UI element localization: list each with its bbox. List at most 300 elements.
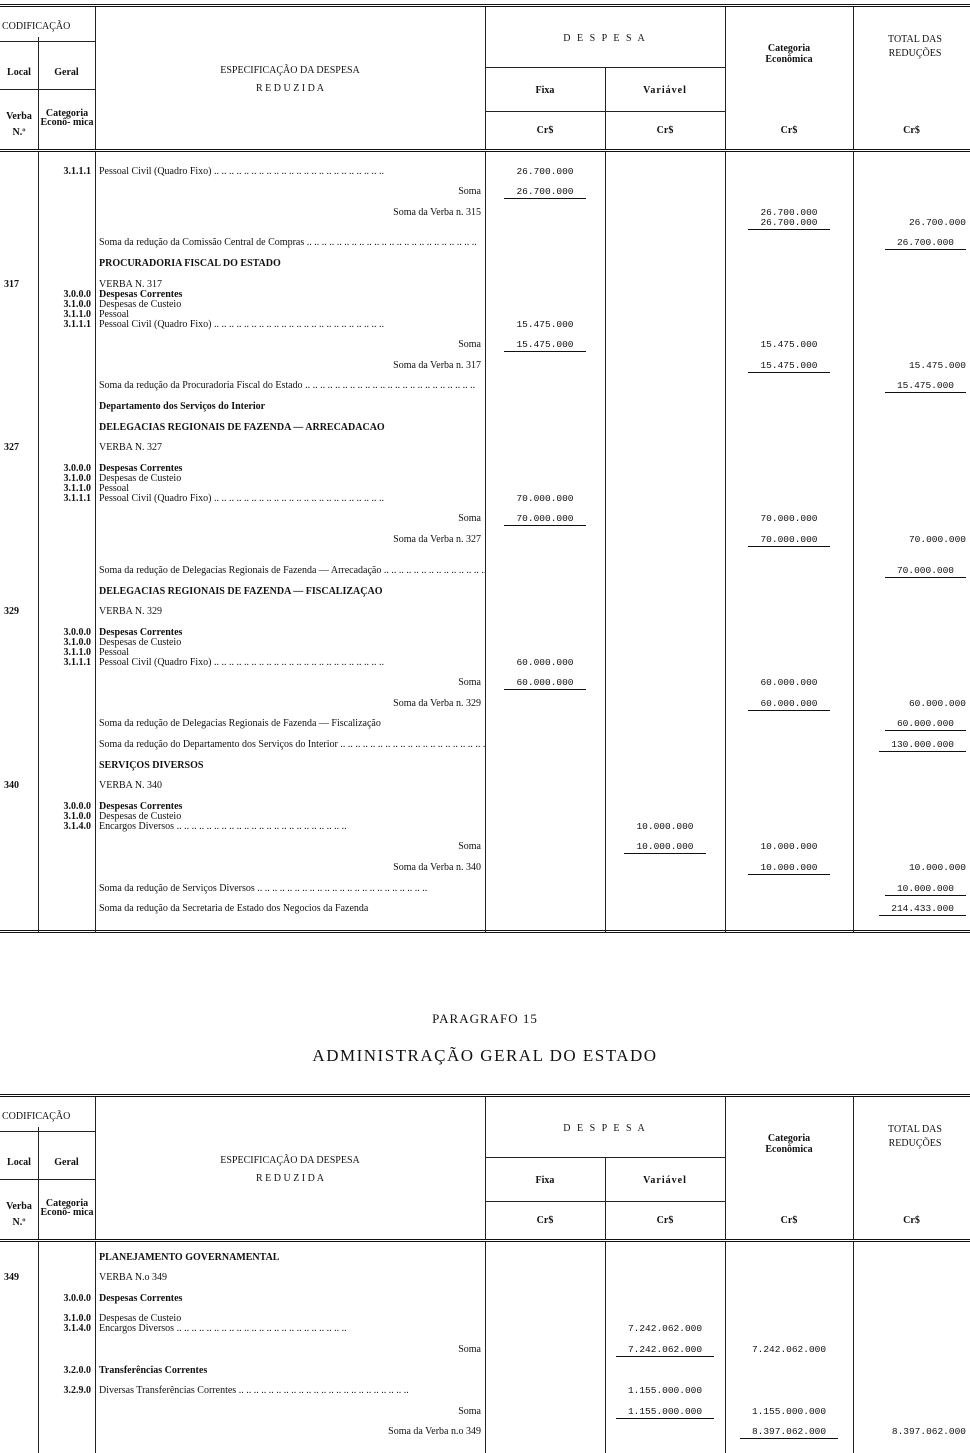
currency-label: Cr$	[656, 125, 674, 136]
fixed-expense-cell	[485, 852, 605, 854]
local-verba-cell	[0, 177, 38, 179]
variable-expense-cell	[605, 658, 725, 660]
verba-label: Verba	[6, 1201, 32, 1212]
variable-expense-cell	[605, 433, 725, 435]
local-verba-cell-value: 327	[4, 442, 19, 454]
description-cell	[95, 1323, 485, 1336]
category-code-cell	[38, 1365, 95, 1378]
total-reductions-cell	[853, 1355, 970, 1357]
economic-category-cell-value: 15.475.000	[748, 360, 829, 373]
variable-expense-cell	[605, 412, 725, 414]
local-verba-cell	[0, 832, 38, 834]
table-body	[0, 152, 970, 933]
description-cell-value: Soma da redução do Departamento dos Serviços do Interior .. ..	[99, 739, 485, 750]
budget-table-2	[0, 1094, 970, 1453]
economic-category-cell-value: 26.700.000	[748, 217, 829, 230]
total-reductions-cell	[853, 350, 970, 352]
local-verba-cell	[0, 780, 38, 793]
economic-category-cell	[725, 310, 853, 312]
fixed-expense-cell	[485, 638, 605, 640]
description-cell	[95, 380, 485, 393]
total-reductions-cell	[853, 269, 970, 271]
category-code-cell	[38, 1437, 95, 1439]
local-verba-cell	[0, 852, 38, 854]
description-cell	[95, 606, 485, 619]
economic-category-cell-value: 8.397.062.000	[740, 1426, 838, 1439]
local-verba-cell	[0, 1263, 38, 1265]
economic-category-cell	[725, 617, 853, 619]
total-reductions-cell	[853, 474, 970, 476]
fixa-label: Fixa	[535, 85, 555, 96]
economic-category-cell	[725, 484, 853, 486]
economic-category-cell	[725, 791, 853, 793]
category-code-cell	[38, 657, 95, 670]
table-body	[0, 1242, 970, 1453]
category-code-cell-value: 3.0.0.0	[63, 626, 91, 638]
variable-expense-cell	[605, 688, 725, 690]
variable-expense-cell	[605, 841, 725, 854]
description-cell-value: Soma da redução de Delegacias Regionais de Fazenda — Arrecadação .. ..	[99, 565, 485, 576]
economic-category-cell	[725, 771, 853, 773]
local-verba-cell	[0, 658, 38, 660]
economic-category-cell	[725, 300, 853, 302]
economic-category-cell	[725, 534, 853, 547]
category-code-cell	[38, 873, 95, 875]
description-cell	[95, 1293, 485, 1306]
fixed-expense-cell	[485, 1324, 605, 1326]
description-cell-value: Soma da Verba n. 340	[393, 862, 481, 874]
variable-expense-cell	[605, 821, 725, 834]
economic-category-cell	[725, 597, 853, 599]
reduzida-label: R E D U Z I D A	[255, 83, 325, 94]
economic-category-cell	[725, 1376, 853, 1378]
economic-category-cell-value: 10.000.000	[760, 841, 818, 853]
total-reductions-cell	[853, 1334, 970, 1336]
local-verba-cell	[0, 668, 38, 670]
fixa-label: Fixa	[535, 1175, 555, 1186]
variable-expense-cell	[605, 1263, 725, 1265]
fixed-expense-cell	[485, 617, 605, 619]
economic-category-cell	[725, 494, 853, 496]
category-code-cell	[38, 617, 95, 619]
total-reductions-cell	[853, 197, 970, 199]
description-cell	[95, 1252, 485, 1265]
category-code-cell	[38, 821, 95, 834]
variable-expense-cell	[605, 371, 725, 373]
category-code-cell-value: 3.1.1.0	[63, 482, 91, 494]
economic-category-cell	[725, 217, 853, 230]
total-reductions-cell	[853, 320, 970, 322]
fixed-expense-cell	[485, 300, 605, 302]
category-code-cell	[38, 218, 95, 220]
fixed-expense-cell-value: 60.000.000	[516, 656, 574, 668]
categoria-label: Categoria Econô- mica	[40, 108, 94, 128]
variable-expense-cell	[605, 668, 725, 670]
total-reductions-cell-value: 10.000.000	[908, 862, 966, 874]
economic-category-cell	[725, 330, 853, 332]
local-verba-cell	[0, 576, 38, 578]
category-code-cell	[38, 524, 95, 526]
local-verba-cell	[0, 914, 38, 916]
total-reductions-cell	[853, 524, 970, 526]
category-code-cell-value: 3.1.1.0	[63, 308, 91, 320]
category-code-cell-value: 3.1.1.1	[63, 492, 91, 504]
description-cell	[95, 760, 485, 773]
economic-category-cell	[725, 862, 853, 875]
category-code-cell-value: 3.2.9.0	[63, 1385, 91, 1397]
variable-expense-cell	[605, 391, 725, 393]
fixed-expense-cell	[485, 166, 605, 179]
description-cell-value: Soma da redução da Procuradoria Fiscal do Estado .. ..	[99, 380, 475, 391]
variable-expense-cell	[605, 873, 725, 875]
category-code-cell	[38, 914, 95, 916]
category-code-cell-value: 3.1.1.0	[63, 646, 91, 658]
total-reductions-cell	[853, 1283, 970, 1285]
description-cell-value: PROCURADORIA FISCAL DO ESTADO	[99, 257, 281, 269]
description-cell	[95, 862, 485, 875]
economic-category-cell	[725, 248, 853, 250]
local-label: Local	[7, 67, 31, 78]
local-verba-cell	[0, 729, 38, 731]
variable-expense-cell	[605, 648, 725, 650]
variable-expense-cell	[605, 228, 725, 230]
fixed-expense-cell	[485, 1376, 605, 1378]
total-reductions-cell	[853, 862, 970, 875]
codificacao-label: CODIFICAÇÃO	[2, 1111, 71, 1122]
description-cell	[95, 422, 485, 435]
description-cell	[95, 493, 485, 506]
category-code-cell-value: 3.1.1.1	[63, 165, 91, 177]
fixed-expense-cell	[485, 1437, 605, 1439]
category-code-cell	[38, 1355, 95, 1357]
description-cell-value: DELEGACIAS REGIONAIS DE FAZENDA — ARRECADACAO	[99, 421, 385, 433]
variable-expense-cell	[605, 545, 725, 547]
variable-expense-cell	[605, 197, 725, 199]
description-cell	[95, 718, 485, 731]
fixed-expense-cell-value: 70.000.000	[504, 513, 585, 526]
local-verba-cell	[0, 371, 38, 373]
table-header	[0, 7, 970, 152]
fixed-expense-cell-value: 15.475.000	[504, 339, 585, 352]
economic-category-cell	[725, 822, 853, 824]
description-cell	[95, 1365, 485, 1378]
total-reductions-cell	[853, 565, 970, 578]
category-code-cell-value: 3.0.0.0	[63, 288, 91, 300]
fixed-expense-cell	[485, 677, 605, 690]
local-verba-cell	[0, 474, 38, 476]
category-code-cell	[38, 269, 95, 271]
variable-expense-cell	[605, 914, 725, 916]
description-cell-value: Pessoal Civil (Quadro Fixo) .. ..	[99, 657, 384, 668]
variable-expense-cell-value: 10.000.000	[636, 820, 694, 832]
local-verba-cell	[0, 750, 38, 752]
fixed-expense-cell	[485, 812, 605, 814]
local-verba-cell	[0, 218, 38, 220]
description-cell-value: Soma	[458, 1343, 481, 1355]
numero-label: N.º	[12, 1217, 26, 1228]
fixed-expense-cell	[485, 453, 605, 455]
total-reductions-cell	[853, 832, 970, 834]
category-code-cell-value: 3.0.0.0	[63, 462, 91, 474]
economic-category-cell	[725, 513, 853, 526]
table-header	[0, 1097, 970, 1242]
description-cell-value: Soma da Verba n. 327	[393, 533, 481, 545]
total-reductions-cell	[853, 300, 970, 302]
description-cell-value: Soma	[458, 186, 481, 198]
total-reductions-cell	[853, 648, 970, 650]
economic-category-cell	[725, 290, 853, 292]
economic-category-cell	[725, 677, 853, 690]
total-reductions-cell	[853, 1426, 970, 1439]
variable-expense-cell	[605, 1283, 725, 1285]
fixed-expense-cell	[485, 750, 605, 752]
fixed-expense-cell	[485, 1417, 605, 1419]
total-reductions-cell	[853, 1304, 970, 1306]
variable-expense-cell	[605, 290, 725, 292]
description-cell-value: Despesas Correntes	[99, 462, 183, 474]
variable-expense-cell	[605, 894, 725, 896]
variable-expense-cell	[605, 474, 725, 476]
local-verba-cell	[0, 269, 38, 271]
description-cell	[95, 565, 485, 578]
local-verba-cell	[0, 248, 38, 250]
category-code-cell	[38, 791, 95, 793]
economic-category-cell	[725, 197, 853, 199]
total-reductions-cell	[853, 903, 970, 916]
total-reductions-cell	[853, 177, 970, 179]
variable-expense-cell	[605, 248, 725, 250]
total-reductions-cell	[853, 771, 970, 773]
variable-expense-cell	[605, 1304, 725, 1306]
paragraph-label: PARAGRAFO 15	[432, 1011, 538, 1026]
section-title: ADMINISTRAÇÃO GERAL DO ESTADO	[312, 1046, 658, 1065]
economic-category-cell	[725, 1334, 853, 1336]
variable-expense-cell	[605, 484, 725, 486]
variable-expense-cell	[605, 218, 725, 220]
economic-category-cell	[725, 453, 853, 455]
variable-expense-cell-value: 1.155.000.000	[627, 1385, 703, 1397]
fixed-expense-cell	[485, 493, 605, 506]
variable-expense-cell	[605, 771, 725, 773]
total-reductions-cell-value: 8.397.062.000	[891, 1426, 966, 1438]
budget-table-1	[0, 4, 970, 933]
total-reductions-cell	[853, 412, 970, 414]
local-verba-cell	[0, 894, 38, 896]
variable-expense-cell	[605, 791, 725, 793]
fixed-expense-cell	[485, 228, 605, 230]
currency-label: Cr$	[656, 1215, 674, 1226]
economic-category-cell	[725, 1304, 853, 1306]
category-code-cell-value: 3.1.1.1	[63, 318, 91, 330]
category-code-cell	[38, 750, 95, 752]
local-verba-cell-value: 340	[4, 780, 19, 792]
category-code-cell-value: 3.1.0.0	[63, 636, 91, 648]
local-verba-cell-value: 329	[4, 606, 19, 618]
description-cell-value: Soma da redução da Secretaria de Estado dos Negocios da Fazenda	[99, 903, 369, 915]
economic-category-cell	[725, 1406, 853, 1419]
total-reductions-cell-value: 70.000.000	[908, 533, 966, 545]
description-cell-value: DELEGACIAS REGIONAIS DE FAZENDA — FISCALIZAÇAO	[99, 585, 383, 597]
category-code-cell-value: 3.1.0.0	[63, 1313, 91, 1325]
description-cell-value: Despesas de Custeio	[99, 810, 182, 822]
description-cell	[95, 401, 485, 414]
category-code-cell	[38, 576, 95, 578]
local-verba-cell	[0, 504, 38, 506]
local-verba-cell	[0, 442, 38, 455]
economic-category-cell-value: 10.000.000	[748, 862, 829, 875]
total-reductions-cell	[853, 883, 970, 896]
description-cell	[95, 207, 485, 220]
fixed-expense-cell	[485, 474, 605, 476]
fixed-expense-cell	[485, 832, 605, 834]
fixed-expense-cell-value: 26.700.000	[504, 186, 585, 199]
economic-category-cell-value: 70.000.000	[760, 513, 818, 525]
local-verba-cell	[0, 1304, 38, 1306]
geral-label: Geral	[54, 1157, 79, 1168]
total-reductions-cell-value: 15.475.000	[908, 359, 966, 371]
local-verba-cell	[0, 412, 38, 414]
description-cell	[95, 586, 485, 599]
economic-category-cell	[725, 1283, 853, 1285]
fixed-expense-cell	[485, 873, 605, 875]
fixed-expense-cell	[485, 248, 605, 250]
fixed-expense-cell	[485, 186, 605, 199]
total-reductions-cell	[853, 668, 970, 670]
fixed-expense-cell	[485, 914, 605, 916]
variable-expense-cell	[605, 1376, 725, 1378]
economic-category-cell	[725, 412, 853, 414]
total-reducoes-label: TOTAL DAS REDUÇÕES	[888, 1124, 942, 1149]
economic-category-cell	[725, 1344, 853, 1357]
total-reductions-cell	[853, 217, 970, 230]
description-cell-value: Despesas Correntes	[99, 626, 183, 638]
description-cell-value: Despesas Correntes	[99, 288, 183, 300]
total-reductions-cell	[853, 330, 970, 332]
description-cell	[95, 339, 485, 352]
fixed-expense-cell	[485, 822, 605, 824]
description-cell	[95, 166, 485, 179]
especificacao-label: ESPECIFICAÇÃO DA DESPESA	[220, 1155, 360, 1166]
local-verba-cell	[0, 484, 38, 486]
economic-category-cell	[725, 812, 853, 814]
local-verba-cell	[0, 1355, 38, 1357]
total-reductions-cell	[853, 1263, 970, 1265]
variable-expense-cell	[605, 330, 725, 332]
variavel-label: Variável	[643, 1175, 687, 1186]
fixed-expense-cell	[485, 1334, 605, 1336]
description-cell-value: Soma da redução da Comissão Central de Compras .. ..	[99, 237, 477, 248]
economic-category-cell	[725, 648, 853, 650]
category-code-cell-value: 3.1.0.0	[63, 810, 91, 822]
fixed-expense-cell	[485, 339, 605, 352]
description-cell	[95, 780, 485, 793]
currency-label: Cr$	[903, 125, 920, 136]
especificacao-label: ESPECIFICAÇÃO DA DESPESA	[220, 65, 360, 76]
description-cell	[95, 360, 485, 373]
description-cell-value: VERBA N. 327	[99, 442, 163, 454]
description-cell	[95, 903, 485, 916]
local-label: Local	[7, 1157, 31, 1168]
local-verba-cell	[0, 638, 38, 640]
currency-label: Cr$	[780, 1215, 798, 1226]
fixed-expense-cell	[485, 513, 605, 526]
description-cell-value: Encargos Diversos .. ..	[99, 1323, 347, 1334]
local-verba-cell	[0, 197, 38, 199]
local-verba-cell	[0, 279, 38, 292]
categoria-economica-label: Categoria Econômica	[765, 43, 813, 65]
economic-category-cell-value: 7.242.062.000	[751, 1343, 827, 1355]
numero-label: N.º	[12, 127, 26, 138]
economic-category-cell	[725, 668, 853, 670]
variable-expense-cell	[605, 812, 725, 814]
total-reductions-cell-value: 130.000.000	[879, 739, 966, 752]
category-code-cell	[38, 412, 95, 414]
description-cell-value: Despesas Correntes	[99, 1292, 183, 1304]
total-reductions-cell	[853, 360, 970, 373]
total-reductions-cell	[853, 822, 970, 824]
economic-category-cell-value: 60.000.000	[748, 698, 829, 711]
local-verba-cell	[0, 1334, 38, 1336]
description-cell-value: Soma da Verba n. 329	[393, 697, 481, 709]
category-code-cell	[38, 771, 95, 773]
total-reductions-cell	[853, 698, 970, 711]
description-cell	[95, 186, 485, 199]
local-verba-cell	[0, 688, 38, 690]
fixed-expense-cell	[485, 576, 605, 578]
economic-category-cell	[725, 433, 853, 435]
fixed-expense-cell	[485, 771, 605, 773]
variable-expense-cell	[605, 1406, 725, 1419]
local-verba-cell	[0, 1437, 38, 1439]
variable-expense-cell	[605, 617, 725, 619]
category-code-cell	[38, 228, 95, 230]
total-reductions-cell	[853, 484, 970, 486]
economic-category-cell	[725, 339, 853, 352]
total-reductions-cell-value: 70.000.000	[885, 565, 966, 578]
description-cell-value: Soma da Verba n. 315	[393, 206, 481, 218]
economic-category-cell	[725, 841, 853, 854]
total-reductions-cell-value: 15.475.000	[885, 380, 966, 393]
description-cell	[95, 228, 485, 230]
variable-expense-cell	[605, 1323, 725, 1336]
description-cell-value: Pessoal	[99, 308, 129, 320]
economic-category-cell	[725, 1324, 853, 1326]
variable-expense-cell	[605, 524, 725, 526]
category-code-cell	[38, 894, 95, 896]
local-verba-cell	[0, 812, 38, 814]
category-code-cell	[38, 371, 95, 373]
local-verba-cell	[0, 606, 38, 619]
reduzida-label: R E D U Z I D A	[255, 1173, 325, 1184]
local-verba-cell	[0, 709, 38, 711]
local-verba-cell	[0, 320, 38, 322]
total-reductions-cell	[853, 739, 970, 752]
description-cell-value: Soma	[458, 677, 481, 689]
total-reductions-cell-value: 214.433.000	[879, 903, 966, 916]
total-reductions-cell	[853, 433, 970, 435]
description-cell-value: Despesas de Custeio	[99, 472, 182, 484]
economic-category-cell	[725, 474, 853, 476]
description-cell	[95, 319, 485, 332]
description-cell-value: Despesas Correntes	[99, 800, 183, 812]
variable-expense-cell	[605, 310, 725, 312]
category-code-cell	[38, 433, 95, 435]
total-reductions-cell	[853, 812, 970, 814]
economic-category-cell-value: 1.155.000.000	[751, 1405, 827, 1417]
local-verba-cell	[0, 1417, 38, 1419]
fixed-expense-cell-value: 70.000.000	[516, 492, 574, 504]
description-cell-value: Pessoal Civil (Quadro Fixo) .. ..	[99, 493, 384, 504]
